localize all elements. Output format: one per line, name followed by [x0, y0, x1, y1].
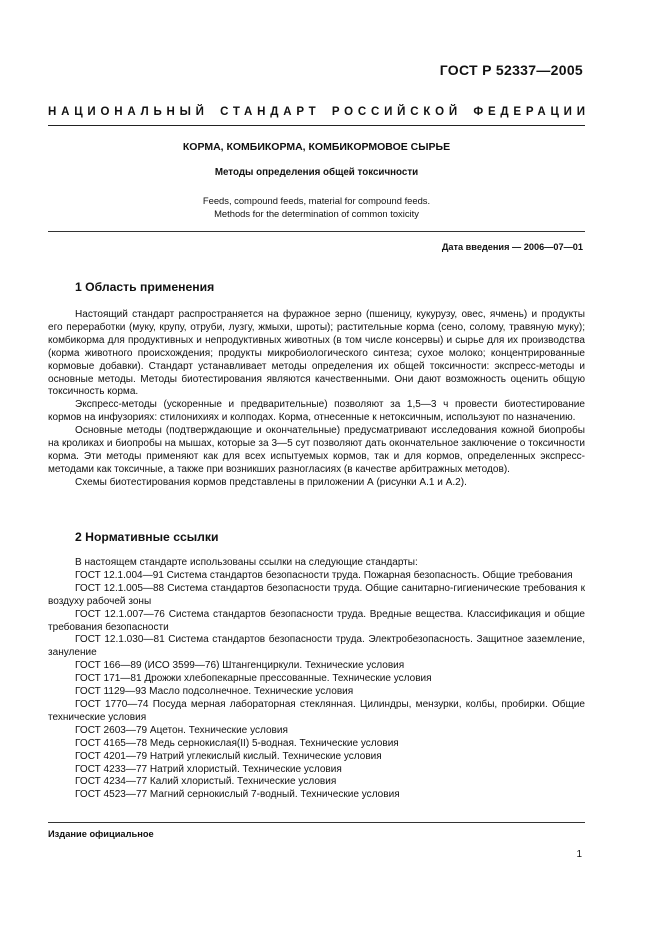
- english-title-line: Methods for the determination of common toxicity: [214, 208, 419, 219]
- introduction-date: Дата введения — 2006—07—01: [441, 242, 583, 252]
- document-title: КОРМА, КОМБИКОРМА, КОМБИКОРМОВОЕ СЫРЬЕ: [182, 141, 451, 153]
- reference-item: ГОСТ 1770—74 Посуда мерная лабораторная стеклянная. Цилиндры, мензурки, колбы, пробирки. Общие технические условия: [48, 698, 585, 723]
- section-heading: 1 Область применения: [75, 280, 215, 294]
- reference-item: ГОСТ 12.1.005—88 Система стандартов безопасности труда. Общие санитарно-гигиенические требования к воздуху рабочей зоны: [48, 582, 585, 607]
- reference-item: ГОСТ 4201—79 Натрий углекислый кислый. Технические условия: [75, 750, 382, 762]
- banner-word: НАЦИОНАЛЬНЫЙ: [48, 106, 209, 118]
- reference-item: ГОСТ 2603—79 Ацетон. Технические условия: [75, 724, 288, 736]
- banner-word: СТАНДАРТ: [220, 106, 321, 118]
- reference-item: ГОСТ 12.1.004—91 Система стандартов безопасности труда. Пожарная безопасность. Общие требования: [75, 569, 573, 581]
- standard-number: ГОСТ Р 52337—2005: [439, 62, 583, 78]
- reference-item: ГОСТ 171—81 Дрожжи хлебопекарные прессованные. Технические условия: [75, 673, 432, 685]
- page-number: 1: [576, 849, 582, 860]
- reference-item: ГОСТ 166—89 (ИСО 3599—76) Штангенциркули. Технические условия: [75, 660, 405, 672]
- section-body: [48, 309, 585, 490]
- reference-item: ГОСТ 4234—77 Калий хлористый. Технические условия: [75, 776, 337, 788]
- banner-word: РОССИЙСКОЙ: [331, 106, 462, 118]
- paragraph: В настоящем стандарте использованы ссылки на следующие стандарты:: [75, 557, 418, 568]
- document-subtitle: Методы определения общей токсичности: [214, 167, 419, 178]
- paragraph: Экспресс-методы (ускоренные и предварительные) позволяют за 1,5—3 ч провести биотестирование кормов на инфузориях: стилонихиях и колподах. Корма, отнесенные к нетоксичным, используют по назначению.: [48, 399, 585, 424]
- national-standard-banner: [48, 106, 590, 118]
- paragraph: Схемы биотестирования кормов представлены в приложении А (рисунки А.1 и А.2).: [75, 476, 467, 488]
- section-heading: 2 Нормативные ссылки: [75, 530, 219, 544]
- reference-item: ГОСТ 1129—93 Масло подсолнечное. Технические условия: [75, 686, 354, 698]
- footer-divider: [48, 822, 585, 823]
- title-divider: [48, 231, 585, 232]
- reference-item: ГОСТ 4523—77 Магний сернокислый 7-водный. Технические условия: [75, 789, 400, 801]
- paragraph: Основные методы (подтверждающие и окончательные) предусматривают исследования кожной биопробы на кроликах и биопробы на мышах, которые за 3—5 сут позволяют дать окончательное заключение о токсичности корма. Эти методы применяют как для всех испытуемых кормов, так и для кормов, определенных экспресс-методами как токсичные, а также при возникших разногласиях (в качестве арбитражных методов).: [48, 425, 585, 475]
- references-list: [48, 557, 585, 802]
- banner-word: ФЕДЕРАЦИИ: [473, 106, 590, 118]
- reference-item: ГОСТ 4165—78 Медь сернокислая(II) 5-водная. Технические условия: [75, 737, 399, 749]
- reference-item: ГОСТ 12.1.030—81 Система стандартов безопасности труда. Электробезопасность. Защитное заземление, зануление: [48, 634, 585, 659]
- reference-item: ГОСТ 4233—77 Натрий хлористый. Технические условия: [75, 763, 342, 775]
- reference-item: ГОСТ 12.1.007—76 Система стандартов безопасности труда. Вредные вещества. Классификация и общие требования безопасности: [48, 608, 585, 633]
- header-divider: [48, 125, 585, 126]
- official-edition-label: Издание официальное: [48, 829, 154, 839]
- english-title: [48, 194, 585, 220]
- english-title-line: Feeds, compound feeds, material for compound feeds.: [202, 195, 431, 206]
- paragraph: Настоящий стандарт распространяется на фуражное зерно (пшеницу, кукурузу, овес, ячмень) и продукты его переработки (муку, крупу, отруби, лузгу, жмыхи, шроты); растительные корма (сено, солому, травяную муку); комбикорма для продуктивных и непродуктивных животных (в том числе консервы) и сырье для их производства (корма животного происхождения; продукты микробиологического синтеза; сухое молоко; концентрированные кормовые добавки). Стандарт устанавливает методы определения их общей токсичности: экспресс-методы и основные методы. Методы биотестирования являются качественными. Они дают возможность оценить общую токсичность корма.: [48, 309, 585, 398]
